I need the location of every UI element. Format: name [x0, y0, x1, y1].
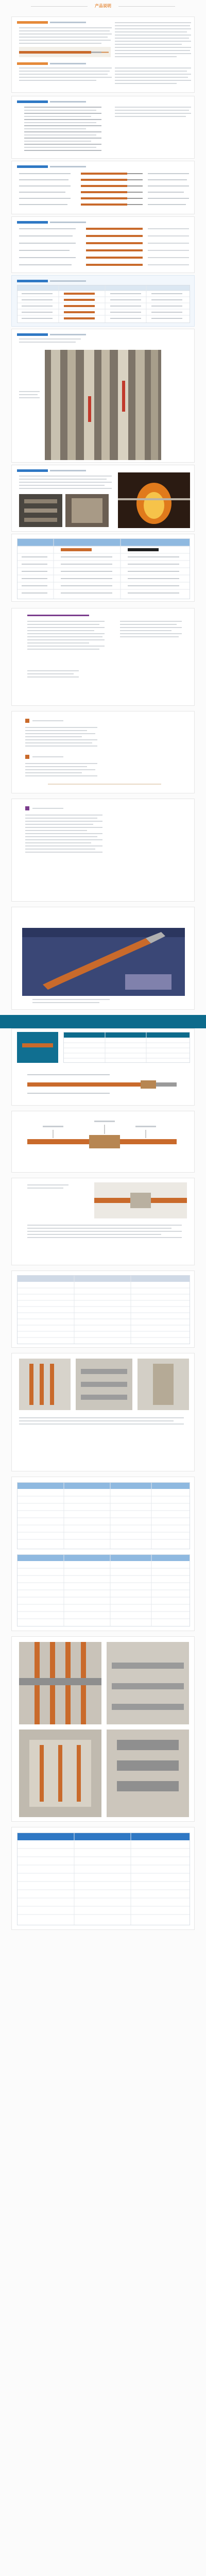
section-header: [17, 332, 86, 336]
text-line: [19, 488, 112, 489]
text-line: [27, 676, 79, 677]
section-specifications: [11, 96, 195, 159]
section-selection-table: [11, 275, 195, 327]
vertical-cables-image: [45, 350, 161, 460]
text-line: [19, 40, 111, 41]
test-photo-1-image: [19, 494, 62, 527]
connector-diagram: [22, 1120, 185, 1166]
spec-line: [24, 128, 86, 129]
text-line: [27, 630, 94, 631]
cable-installation-photo: [45, 350, 161, 460]
text-line: [25, 772, 82, 773]
text-line: [32, 720, 63, 721]
text-line: [25, 827, 102, 828]
text-line: [19, 80, 96, 81]
teal-photo-image: [17, 1032, 58, 1063]
feature-icon: [25, 806, 29, 810]
caption-line: [19, 397, 40, 398]
text-line: [25, 730, 87, 731]
text-line: [27, 1188, 63, 1189]
section-cable-types: [11, 216, 195, 273]
text-line: [25, 733, 95, 734]
fire-test-photo: [118, 472, 190, 528]
text-line: [115, 22, 191, 23]
lower-table-1: [17, 1482, 190, 1549]
text-line: [115, 47, 191, 48]
text-line: [115, 74, 191, 75]
scene-photo-1-image: [19, 1642, 101, 1724]
text-line: [19, 476, 112, 477]
text-line: [115, 83, 177, 84]
section-teal-specs: [11, 1028, 195, 1106]
text-line: [25, 745, 97, 747]
test-photo-2-image: [65, 494, 109, 527]
text-line: [19, 342, 76, 343]
text-line: [19, 33, 112, 35]
text-line: [120, 636, 179, 637]
section-lower-tables: [11, 1477, 195, 1631]
text-line: [32, 1002, 99, 1003]
fire-test-image: [118, 472, 190, 528]
section-header: [17, 20, 86, 24]
header-rule-right: [118, 6, 175, 7]
cable-type-rows: [19, 226, 189, 272]
spec-table: [17, 1275, 190, 1344]
text-line: [27, 646, 105, 647]
section-spec-table: [11, 1270, 195, 1348]
text-line: [115, 25, 190, 26]
section-accessories: [11, 1353, 195, 1471]
caption-line: [19, 394, 38, 395]
scene-photo-4-image: [107, 1730, 189, 1817]
joint-photo-image: [94, 1182, 187, 1218]
selection-table: [17, 285, 190, 323]
scene-photo-4: [107, 1730, 189, 1817]
text-line: [115, 110, 189, 111]
spec-line: [24, 116, 91, 117]
text-line: [27, 1237, 182, 1238]
section-fire-test: [11, 465, 195, 532]
text-line: [115, 77, 188, 78]
teal-spec-table-grid: [64, 1032, 190, 1062]
spec-line: [24, 131, 101, 132]
text-line: [120, 621, 182, 622]
text-line: [19, 482, 112, 483]
section-header: [17, 99, 86, 104]
section-connector-diagram: [11, 1111, 195, 1173]
section-product-intro-b: [11, 608, 195, 706]
spec-line: [24, 110, 96, 111]
accessory-photo-1: [19, 1359, 71, 1410]
text-line: [27, 642, 89, 643]
section-header: [17, 279, 86, 283]
text-line: [115, 44, 182, 45]
text-line: [19, 338, 81, 340]
accessory-photo-3-image: [138, 1359, 189, 1410]
text-line: [19, 37, 108, 38]
text-line: [115, 107, 191, 108]
cable-structure-rows: [19, 171, 189, 212]
scene-photo-2: [107, 1642, 189, 1724]
feature-icon: [25, 755, 29, 759]
text-line: [27, 1228, 171, 1229]
text-line: [120, 630, 171, 631]
text-line: [115, 28, 191, 29]
text-line: [19, 1420, 174, 1421]
text-line: [120, 624, 177, 625]
title-line: [27, 615, 89, 616]
text-line: [27, 1231, 182, 1232]
text-line: [32, 756, 63, 757]
final-table: [17, 1833, 190, 1925]
text-line: [19, 1423, 184, 1425]
section-header: [17, 220, 86, 224]
text-line: [25, 852, 102, 853]
text-line: [25, 849, 95, 850]
text-line: [115, 53, 191, 54]
decorative-divider: [48, 784, 161, 785]
spec-line: [24, 150, 101, 151]
section-features-list: [11, 711, 195, 793]
text-line: [27, 1225, 182, 1226]
text-line: [120, 627, 182, 628]
text-line: [19, 30, 110, 31]
joint-photo: [94, 1182, 187, 1218]
text-line: [25, 830, 87, 831]
text-line: [25, 742, 92, 743]
text-line: [115, 80, 191, 81]
text-line: [115, 35, 191, 36]
page-title: 产品说明: [95, 4, 111, 8]
text-line: [115, 113, 191, 114]
section-installation-photos: [11, 329, 195, 463]
scene-photo-3: [19, 1730, 101, 1817]
text-line: [115, 41, 191, 42]
selection-table-grid: [18, 285, 190, 323]
text-line: [120, 633, 182, 634]
text-line: [115, 38, 189, 39]
text-line: [115, 31, 187, 32]
text-line: [27, 670, 79, 671]
comparison-table: [17, 538, 190, 599]
text-line: [27, 627, 105, 628]
section-product-intro-c: [11, 799, 195, 902]
spec-line: [24, 125, 101, 126]
spec-line: [24, 144, 101, 145]
comparison-table-grid: [18, 539, 190, 599]
cable-photo: [19, 47, 111, 57]
text-line: [19, 1417, 184, 1418]
text-line: [27, 639, 105, 640]
product-banner-graphic: [22, 928, 185, 996]
section-product-features: [11, 16, 195, 93]
test-photo-1: [19, 494, 62, 527]
text-line: [19, 77, 112, 78]
text-line: [25, 766, 87, 767]
lower-table-1-grid: [18, 1483, 190, 1549]
text-line: [32, 808, 63, 809]
text-line: [25, 736, 82, 737]
text-line: [25, 769, 95, 770]
spec-table-grid: [18, 1276, 190, 1344]
text-line: [19, 67, 112, 69]
text-line: [27, 673, 74, 674]
final-table-grid: [18, 1833, 190, 1925]
text-line: [115, 116, 186, 117]
text-line: [19, 74, 108, 75]
text-line: [25, 727, 97, 728]
text-line: [27, 633, 105, 634]
text-line: [25, 739, 97, 740]
text-line: [27, 621, 105, 622]
text-line: [25, 821, 102, 822]
scene-photo-2-image: [107, 1642, 189, 1724]
text-line: [19, 27, 112, 28]
text-line: [25, 818, 97, 819]
text-line: [25, 833, 102, 834]
text-line: [19, 43, 101, 44]
spec-line: [24, 134, 96, 135]
spec-line: [24, 122, 96, 123]
section-joint-details: [11, 1178, 195, 1265]
spec-line: [24, 147, 96, 148]
spec-line: [24, 107, 101, 108]
text-line: [27, 1184, 68, 1185]
section-header: [17, 61, 86, 65]
text-line: [25, 824, 93, 825]
lower-table-2: [17, 1554, 190, 1626]
accessory-photo-1-image: [19, 1359, 71, 1410]
text-line: [25, 845, 102, 846]
product-banner-image: [22, 928, 185, 996]
text-line: [27, 649, 99, 650]
text-line: [25, 842, 91, 843]
test-photo-2: [65, 494, 109, 527]
top-header: [0, 0, 206, 15]
accessory-photo-3: [138, 1359, 189, 1410]
section-comparison-table: [11, 534, 195, 602]
spec-line: [24, 141, 91, 142]
text-line: [27, 624, 99, 625]
text-line: [25, 775, 97, 776]
section-product-banner: [11, 907, 195, 1010]
section-final-table: [11, 1827, 195, 1930]
cable-illustration: [19, 47, 111, 57]
feature-icon: [25, 719, 29, 723]
teal-spec-table: [63, 1032, 190, 1063]
cable-strands-graphic: [17, 1070, 190, 1101]
section-installation-scenes: [11, 1636, 195, 1822]
section-brand-strip: [0, 1015, 206, 1028]
text-line: [25, 839, 102, 840]
header-rule-left: [31, 6, 88, 7]
text-line: [19, 479, 107, 480]
lower-table-2-grid: [18, 1555, 190, 1626]
text-line: [25, 815, 102, 816]
text-line: [115, 71, 187, 72]
text-line: [25, 836, 97, 837]
accessory-photo-2: [76, 1359, 132, 1410]
text-line: [19, 485, 105, 486]
spec-line: [24, 138, 101, 139]
spec-line: [24, 113, 101, 114]
text-line: [115, 67, 191, 69]
text-line: [27, 636, 102, 637]
text-line: [19, 71, 110, 72]
accessory-photo-2-image: [76, 1359, 132, 1410]
text-line: [115, 56, 177, 57]
section-cable-structure: [11, 161, 195, 214]
section-header: [17, 164, 86, 168]
section-header: [17, 468, 86, 472]
text-line: [25, 763, 97, 764]
caption-line: [19, 391, 40, 392]
text-line: [32, 999, 110, 1000]
scene-photo-3-image: [19, 1730, 101, 1817]
scene-photo-1: [19, 1642, 101, 1724]
teal-photo: [17, 1032, 58, 1063]
text-line: [115, 50, 190, 51]
text-line: [27, 1234, 161, 1235]
spec-line: [24, 119, 101, 120]
